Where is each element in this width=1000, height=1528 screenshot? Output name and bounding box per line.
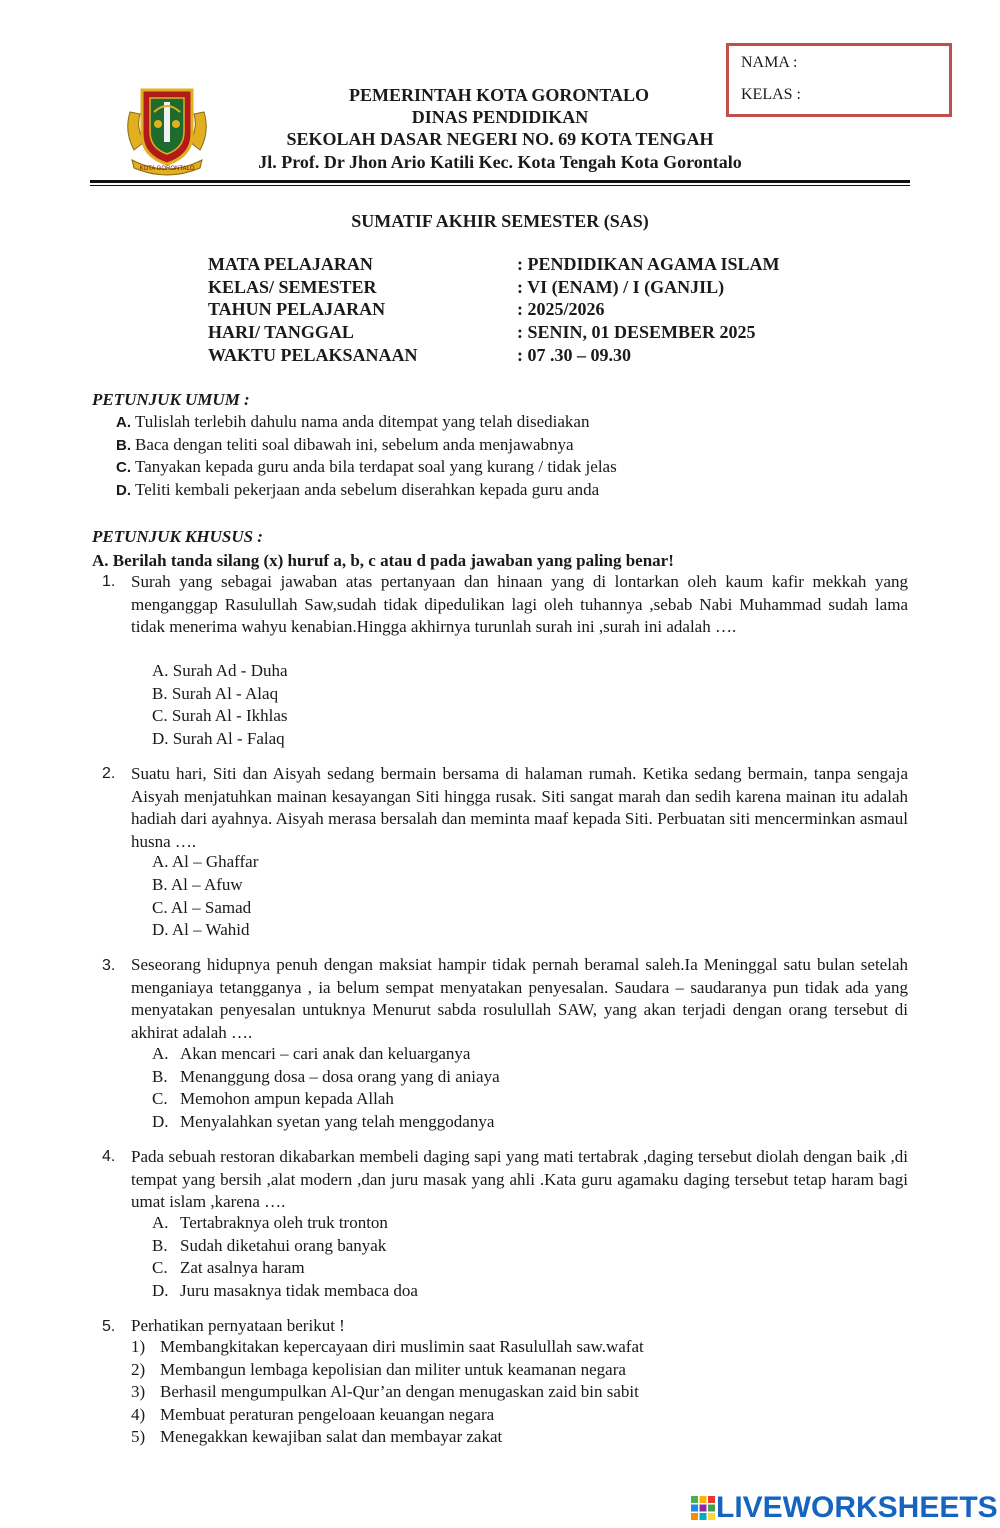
question-text: Pada sebuah restoran dikabarkan membeli daging sapi yang mati tertabrak ,daging tersebut diolah dengan baik ,di tempat yang bersih ,alat modern ,dan juru masak yang ahli .Kata guru agamaku daging tersebut tetap haram bagi umat islam ,karena …. bbox=[131, 1147, 908, 1211]
answer-option[interactable]: A. Al – Ghaffar bbox=[152, 852, 259, 871]
header-school: SEKOLAH DASAR NEGERI NO. 69 KOTA TENGAH bbox=[286, 129, 714, 149]
option-letter: A. bbox=[152, 1213, 169, 1232]
meta-value: : PENDIDIKAN AGAMA ISLAM bbox=[517, 254, 780, 274]
instruction-text: Tanyakan kepada guru anda bila terdapat soal yang kurang / tidak jelas bbox=[135, 457, 617, 476]
statement-text: Berhasil mengumpulkan Al-Qur’an dengan menugaskan zaid bin sabit bbox=[160, 1382, 639, 1401]
header-department: DINAS PENDIDIKAN bbox=[411, 107, 589, 127]
option-letter: A. bbox=[152, 1044, 169, 1063]
instruction-letter: B. bbox=[116, 437, 131, 454]
statement-text: Membangun lembaga kepolisian dan militer untuk keamanan negara bbox=[160, 1360, 626, 1379]
option-text: Akan mencari – cari anak dan keluarganya bbox=[180, 1044, 471, 1063]
instruction-letter: C. bbox=[116, 459, 131, 476]
class-field-label[interactable]: KELAS : bbox=[741, 86, 801, 103]
answer-option[interactable]: C. Surah Al - Ikhlas bbox=[152, 706, 288, 725]
statement-number: 4) bbox=[131, 1405, 146, 1424]
option-letter: D. bbox=[152, 1281, 169, 1300]
option-letter: B. bbox=[152, 1236, 168, 1255]
page-title: SUMATIF AKHIR SEMESTER (SAS) bbox=[351, 211, 649, 231]
answer-option[interactable]: A. Surah Ad - Duha bbox=[152, 661, 288, 680]
statement-text: Membuat peraturan pengeloaan keuangan negara bbox=[160, 1405, 495, 1424]
answer-option[interactable]: D. Al – Wahid bbox=[152, 920, 250, 939]
instruction-text: Teliti kembali pekerjaan anda sebelum diserahkan kepada guru anda bbox=[135, 480, 600, 499]
meta-key: WAKTU PELAKSANAAN bbox=[208, 345, 418, 365]
option-text: Tertabraknya oleh truk tronton bbox=[180, 1213, 388, 1232]
option-text: Menyalahkan syetan yang telah menggodanya bbox=[180, 1112, 495, 1131]
instruction-letter: D. bbox=[116, 482, 131, 499]
statement-item bbox=[131, 1360, 626, 1380]
answer-option[interactable]: C. Al – Samad bbox=[152, 898, 252, 917]
liveworksheets-logo-icon bbox=[690, 1495, 716, 1521]
answer-option[interactable]: B. Surah Al - Alaq bbox=[152, 684, 279, 703]
answer-option[interactable] bbox=[152, 1281, 418, 1301]
answer-option[interactable] bbox=[152, 1044, 470, 1064]
question-text: Seseorang hidupnya penuh dengan maksiat hampir tidak pernah beramal saleh.Ia Meninggal satu bulan setelah menganiaya tetangganya , ia belum sempat menyatakan penyesalan. Saudara – saudaranya pun tidak ada yang menyatakan penyesalan untuknya Menurut sabda rosulullah SAW, yang akan terjadi dengan orang tersebut di akhirat adalah …. bbox=[131, 955, 908, 1042]
question-text: Suatu hari, Siti dan Aisyah sedang bermain bersama di halaman rumah. Ketika sedang bermain, tanpa sengaja Aisyah menjatuhkan mainan kesayangan Siti hingga rusak. Siti sangat marah dan sedih karena mainan itu adalah hadiah dari ayahnya. Aisyah merasa bersalah dan meminta maaf kepada Siti. Perbuatan siti mencerminkan asmaul husna …. bbox=[131, 764, 908, 851]
name-field-label[interactable]: NAMA : bbox=[741, 54, 798, 71]
instruction-text: Baca dengan teliti soal dibawah ini, sebelum anda menjawabnya bbox=[135, 435, 574, 454]
option-text: Sudah diketahui orang banyak bbox=[180, 1236, 387, 1255]
meta-value: : VI (ENAM) / I (GANJIL) bbox=[517, 277, 725, 297]
option-letter: C. bbox=[152, 1089, 168, 1108]
answer-instruction: A. Berilah tanda silang (x) huruf a, b, c atau d pada jawaban yang paling benar! bbox=[92, 551, 674, 570]
answer-option[interactable] bbox=[152, 1236, 386, 1256]
option-letter: C. bbox=[152, 1258, 168, 1277]
statement-number: 1) bbox=[131, 1337, 146, 1356]
general-instruction-item bbox=[116, 457, 617, 477]
general-instruction-item bbox=[116, 435, 574, 455]
question-text: Perhatikan pernyataan berikut ! bbox=[131, 1316, 345, 1335]
answer-option[interactable] bbox=[152, 1112, 494, 1132]
header-address: Jl. Prof. Dr Jhon Ario Katili Kec. Kota Tengah Kota Gorontalo bbox=[258, 152, 742, 172]
watermark-text: LIVEWORKSHEETS bbox=[716, 1491, 998, 1524]
statement-text: Membangkitakan kepercayaan diri muslimin saat Rasulullah saw.wafat bbox=[160, 1337, 644, 1356]
general-instruction-item bbox=[116, 412, 589, 432]
option-text: Menanggung dosa – dosa orang yang di aniaya bbox=[180, 1067, 500, 1086]
meta-value: : 2025/2026 bbox=[517, 299, 605, 319]
special-instructions-heading: PETUNJUK KHUSUS : bbox=[92, 527, 263, 546]
statement-item bbox=[131, 1382, 639, 1402]
header-divider-thin bbox=[90, 185, 910, 186]
statement-item bbox=[131, 1427, 502, 1447]
question-number: 1. bbox=[102, 573, 116, 590]
meta-key: TAHUN PELAJARAN bbox=[208, 299, 386, 319]
answer-option[interactable] bbox=[152, 1089, 394, 1109]
instruction-letter: A. bbox=[116, 414, 131, 431]
meta-value: : SENIN, 01 DESEMBER 2025 bbox=[517, 322, 756, 342]
answer-option[interactable]: B. Al – Afuw bbox=[152, 875, 243, 894]
answer-option[interactable]: D. Surah Al - Falaq bbox=[152, 729, 285, 748]
option-text: Juru masaknya tidak membaca doa bbox=[180, 1281, 418, 1300]
statement-item bbox=[131, 1405, 494, 1425]
question-number: 5. bbox=[102, 1318, 116, 1335]
question-number: 2. bbox=[102, 765, 116, 782]
general-instruction-item bbox=[116, 480, 599, 500]
meta-key: MATA PELAJARAN bbox=[208, 254, 373, 274]
header-divider-thick bbox=[90, 180, 910, 183]
meta-value: : 07 .30 – 09.30 bbox=[517, 345, 631, 365]
answer-option[interactable] bbox=[152, 1067, 500, 1087]
question-number: 3. bbox=[102, 957, 116, 974]
statement-number: 3) bbox=[131, 1382, 146, 1401]
statement-text: Menegakkan kewajiban salat dan membayar zakat bbox=[160, 1427, 503, 1446]
meta-key: HARI/ TANGGAL bbox=[208, 322, 354, 342]
statement-number: 2) bbox=[131, 1360, 146, 1379]
emblem-caption: KOTA GORONTALO bbox=[139, 166, 195, 172]
statement-number: 5) bbox=[131, 1427, 146, 1446]
instruction-text: Tulislah terlebih dahulu nama anda ditempat yang telah disediakan bbox=[135, 412, 590, 431]
option-text: Memohon ampun kepada Allah bbox=[180, 1089, 394, 1108]
answer-option[interactable] bbox=[152, 1213, 388, 1233]
option-text: Zat asalnya haram bbox=[180, 1258, 305, 1277]
answer-option[interactable] bbox=[152, 1258, 305, 1278]
statement-item bbox=[131, 1337, 644, 1357]
meta-key: KELAS/ SEMESTER bbox=[208, 277, 377, 297]
header-government: PEMERINTAH KOTA GORONTALO bbox=[348, 85, 650, 105]
option-letter: D. bbox=[152, 1112, 169, 1131]
question-number: 4. bbox=[102, 1148, 116, 1165]
general-instructions-heading: PETUNJUK UMUM : bbox=[92, 390, 250, 409]
liveworksheets-watermark[interactable] bbox=[690, 1491, 998, 1525]
option-letter: B. bbox=[152, 1067, 168, 1086]
question-text: Surah yang sebagai jawaban atas pertanyaan dan hinaan yang di lontarkan oleh kaum kafir mekkah yang menganggap Rasulullah Saw,sudah tidak dipedulikan lagi oleh tuhannya ,sebab Nabi Muhammad sudah lama tidak menerima wahyu kenabian.Hingga akhirnya turunlah surah ini ,surah ini adalah …. bbox=[131, 572, 908, 636]
